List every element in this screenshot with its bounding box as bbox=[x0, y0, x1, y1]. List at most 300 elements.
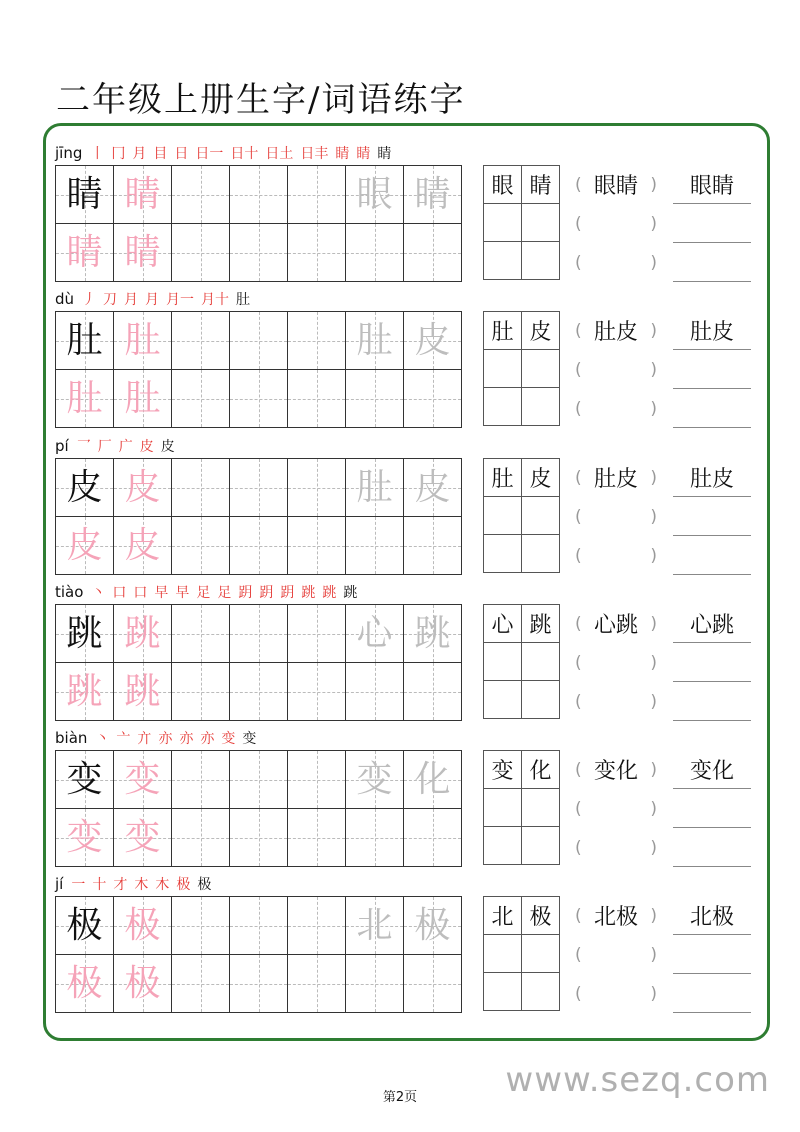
paren-blank[interactable] bbox=[575, 828, 657, 867]
close-paren: ) bbox=[650, 252, 657, 273]
word-character: 眼 bbox=[491, 174, 514, 199]
grid-cell[interactable] bbox=[56, 517, 114, 575]
open-paren: ( bbox=[575, 759, 582, 780]
cell-character: 极 bbox=[414, 905, 451, 946]
paren-column bbox=[575, 896, 657, 1013]
line-word: 北极 bbox=[689, 904, 734, 930]
char-section bbox=[55, 582, 755, 728]
stroke-step: 亦 bbox=[200, 731, 215, 747]
paren-word: 眼睛 bbox=[593, 174, 638, 199]
writing-line[interactable] bbox=[673, 350, 751, 389]
writing-line[interactable] bbox=[673, 389, 751, 428]
grid-cell[interactable] bbox=[56, 955, 114, 1013]
grid-cell[interactable] bbox=[172, 809, 230, 867]
open-paren: ( bbox=[575, 320, 582, 341]
word-grid bbox=[483, 896, 560, 1011]
stroke-order-header bbox=[55, 143, 398, 163]
stroke-step: 木 bbox=[134, 877, 149, 893]
grid-cell[interactable] bbox=[172, 224, 230, 282]
grid-cell[interactable] bbox=[56, 459, 114, 517]
cell-character: 跳 bbox=[66, 671, 103, 712]
stroke-step: 肚 bbox=[236, 292, 251, 308]
grid-cell[interactable] bbox=[114, 955, 172, 1013]
stroke-step: 变 bbox=[221, 731, 236, 747]
paren-blank[interactable] bbox=[575, 935, 657, 974]
open-paren: ( bbox=[575, 983, 582, 1004]
word-cell[interactable] bbox=[522, 643, 560, 681]
open-paren: ( bbox=[575, 506, 582, 527]
close-paren: ) bbox=[650, 320, 657, 341]
grid-cell[interactable] bbox=[114, 224, 172, 282]
grid-cell[interactable] bbox=[56, 897, 114, 955]
stroke-step: 厂 bbox=[97, 439, 112, 455]
cell-character: 变 bbox=[66, 817, 103, 858]
grid-cell[interactable] bbox=[230, 224, 288, 282]
char-section bbox=[55, 436, 755, 582]
cell-character: 皮 bbox=[66, 467, 103, 508]
close-paren: ) bbox=[650, 613, 657, 634]
word-cell[interactable] bbox=[484, 350, 522, 388]
stroke-step: 丶 bbox=[95, 731, 110, 747]
grid-cell[interactable] bbox=[56, 166, 114, 224]
grid-cell[interactable] bbox=[114, 897, 172, 955]
word-cell[interactable] bbox=[484, 166, 522, 204]
stroke-step: 亠 bbox=[116, 731, 131, 747]
cell-character: 极 bbox=[124, 963, 161, 1004]
word-cell[interactable] bbox=[484, 751, 522, 789]
grid-cell[interactable] bbox=[346, 224, 404, 282]
grid-cell[interactable] bbox=[172, 459, 230, 517]
grid-cell[interactable] bbox=[230, 751, 288, 809]
char-section bbox=[55, 289, 755, 435]
close-paren: ) bbox=[650, 398, 657, 419]
char-section bbox=[55, 874, 755, 1020]
line-column bbox=[673, 311, 751, 428]
stroke-step: 日丰 bbox=[300, 146, 329, 162]
word-cell[interactable] bbox=[522, 350, 560, 388]
paren-blank[interactable] bbox=[575, 789, 657, 828]
char-section bbox=[55, 143, 755, 289]
cell-character: 睛 bbox=[414, 174, 451, 215]
stroke-step: 亦 bbox=[158, 731, 173, 747]
cell-character: 跳 bbox=[124, 671, 161, 712]
stroke-step: 丨 bbox=[90, 146, 105, 162]
grid-cell[interactable] bbox=[56, 663, 114, 721]
stroke-step: 一 bbox=[71, 877, 86, 893]
word-grid bbox=[483, 458, 560, 573]
stroke-step: 亣 bbox=[137, 731, 152, 747]
word-cell[interactable] bbox=[484, 535, 522, 573]
stroke-step: 十 bbox=[92, 877, 107, 893]
paren-blank[interactable] bbox=[575, 497, 657, 536]
stroke-step: 日十 bbox=[230, 146, 259, 162]
word-cell[interactable] bbox=[522, 242, 560, 280]
cell-character: 变 bbox=[66, 759, 103, 800]
paren-blank[interactable] bbox=[575, 974, 657, 1013]
stroke-step: 冂 bbox=[111, 146, 126, 162]
grid-cell[interactable] bbox=[172, 517, 230, 575]
word-cell[interactable] bbox=[484, 497, 522, 535]
open-paren: ( bbox=[575, 691, 582, 712]
cell-character: 北 bbox=[356, 905, 393, 946]
line-column bbox=[673, 750, 751, 867]
word-cell[interactable] bbox=[484, 681, 522, 719]
word-cell[interactable] bbox=[522, 935, 560, 973]
open-paren: ( bbox=[575, 545, 582, 566]
close-paren: ) bbox=[650, 759, 657, 780]
word-character: 化 bbox=[529, 759, 552, 784]
writing-line[interactable] bbox=[673, 497, 751, 536]
grid-cell[interactable] bbox=[404, 224, 462, 282]
cell-character: 睛 bbox=[124, 174, 161, 215]
grid-cell[interactable] bbox=[346, 459, 404, 517]
writing-line[interactable] bbox=[673, 789, 751, 828]
word-character: 北 bbox=[491, 905, 514, 930]
grid-cell[interactable] bbox=[172, 166, 230, 224]
grid-cell[interactable] bbox=[404, 751, 462, 809]
grid-cell[interactable] bbox=[172, 955, 230, 1013]
cell-character: 肚 bbox=[124, 378, 161, 419]
word-cell[interactable] bbox=[484, 789, 522, 827]
grid-cell[interactable] bbox=[346, 605, 404, 663]
grid-cell[interactable] bbox=[230, 370, 288, 428]
line-column bbox=[673, 896, 751, 1013]
line-column bbox=[673, 458, 751, 575]
writing-line[interactable] bbox=[673, 828, 751, 867]
stroke-step: 月十 bbox=[201, 292, 230, 308]
stroke-step: 跀 bbox=[238, 585, 253, 601]
watermark: www.sezq.com bbox=[505, 1060, 770, 1100]
open-paren: ( bbox=[575, 359, 582, 380]
grid-cell[interactable] bbox=[404, 370, 462, 428]
paren-blank[interactable] bbox=[575, 896, 657, 935]
cell-character: 肚 bbox=[124, 320, 161, 361]
grid-cell[interactable] bbox=[404, 897, 462, 955]
word-character: 心 bbox=[491, 613, 514, 638]
open-paren: ( bbox=[575, 944, 582, 965]
grid-cell[interactable] bbox=[114, 459, 172, 517]
word-cell[interactable] bbox=[522, 973, 560, 1011]
cell-character: 极 bbox=[66, 963, 103, 1004]
pinyin: jí bbox=[55, 875, 64, 893]
paren-blank[interactable] bbox=[575, 389, 657, 428]
writing-line[interactable] bbox=[673, 204, 751, 243]
word-cell[interactable] bbox=[484, 643, 522, 681]
grid-cell[interactable] bbox=[404, 605, 462, 663]
grid-cell[interactable] bbox=[346, 955, 404, 1013]
grid-cell[interactable] bbox=[288, 605, 346, 663]
word-cell[interactable] bbox=[522, 388, 560, 426]
word-cell[interactable] bbox=[522, 497, 560, 535]
grid-cell[interactable] bbox=[56, 605, 114, 663]
word-cell[interactable] bbox=[484, 459, 522, 497]
word-character: 极 bbox=[529, 905, 552, 930]
paren-blank[interactable] bbox=[575, 350, 657, 389]
stroke-order-header bbox=[55, 289, 257, 309]
stroke-order-header bbox=[55, 874, 218, 894]
word-cell[interactable] bbox=[522, 459, 560, 497]
grid-cell[interactable] bbox=[230, 663, 288, 721]
page-title: 二年级上册生字/词语练字 bbox=[56, 80, 466, 120]
stroke-step: 广 bbox=[118, 439, 133, 455]
word-grid bbox=[483, 311, 560, 426]
grid-cell[interactable] bbox=[288, 517, 346, 575]
cell-character: 跳 bbox=[124, 613, 161, 654]
tianzige-grid bbox=[55, 311, 462, 428]
grid-cell[interactable] bbox=[404, 955, 462, 1013]
grid-cell[interactable] bbox=[114, 809, 172, 867]
word-cell[interactable] bbox=[484, 204, 522, 242]
cell-character: 极 bbox=[66, 905, 103, 946]
grid-cell[interactable] bbox=[346, 809, 404, 867]
grid-cell[interactable] bbox=[114, 370, 172, 428]
grid-cell[interactable] bbox=[404, 166, 462, 224]
close-paren: ) bbox=[650, 652, 657, 673]
grid-cell[interactable] bbox=[346, 312, 404, 370]
paren-blank[interactable] bbox=[575, 643, 657, 682]
line-word: 肚皮 bbox=[689, 319, 734, 345]
grid-cell[interactable] bbox=[288, 166, 346, 224]
close-paren: ) bbox=[650, 983, 657, 1004]
writing-line[interactable] bbox=[673, 604, 751, 643]
close-paren: ) bbox=[650, 213, 657, 234]
stroke-step: 皮 bbox=[160, 439, 175, 455]
open-paren: ( bbox=[575, 252, 582, 273]
grid-cell[interactable] bbox=[288, 370, 346, 428]
word-cell[interactable] bbox=[522, 605, 560, 643]
cell-character: 跳 bbox=[66, 613, 103, 654]
stroke-step: 足 bbox=[217, 585, 232, 601]
open-paren: ( bbox=[575, 798, 582, 819]
grid-cell[interactable] bbox=[172, 897, 230, 955]
char-section bbox=[55, 728, 755, 874]
word-cell[interactable] bbox=[484, 935, 522, 973]
cell-character: 眼 bbox=[356, 174, 393, 215]
cell-character: 肚 bbox=[356, 467, 393, 508]
writing-line[interactable] bbox=[673, 458, 751, 497]
word-cell[interactable] bbox=[484, 388, 522, 426]
grid-cell[interactable] bbox=[404, 663, 462, 721]
grid-cell[interactable] bbox=[288, 897, 346, 955]
word-character: 变 bbox=[491, 759, 514, 784]
open-paren: ( bbox=[575, 467, 582, 488]
grid-cell[interactable] bbox=[346, 517, 404, 575]
close-paren: ) bbox=[650, 545, 657, 566]
paren-blank[interactable] bbox=[575, 165, 657, 204]
tianzige-grid bbox=[55, 896, 462, 1013]
tianzige-grid bbox=[55, 604, 462, 721]
grid-cell[interactable] bbox=[230, 517, 288, 575]
close-paren: ) bbox=[650, 944, 657, 965]
cell-character: 睛 bbox=[66, 232, 103, 273]
grid-cell[interactable] bbox=[56, 370, 114, 428]
writing-line[interactable] bbox=[673, 974, 751, 1013]
paren-column bbox=[575, 750, 657, 867]
grid-cell[interactable] bbox=[56, 809, 114, 867]
paren-column bbox=[575, 165, 657, 282]
paren-column bbox=[575, 604, 657, 721]
word-cell[interactable] bbox=[522, 789, 560, 827]
writing-line[interactable] bbox=[673, 643, 751, 682]
paren-blank[interactable] bbox=[575, 682, 657, 721]
paren-word: 心跳 bbox=[593, 613, 638, 638]
cell-character: 睛 bbox=[66, 174, 103, 215]
stroke-step: 跀 bbox=[280, 585, 295, 601]
paren-blank[interactable] bbox=[575, 750, 657, 789]
pinyin: pí bbox=[55, 437, 69, 455]
grid-cell[interactable] bbox=[230, 312, 288, 370]
writing-line[interactable] bbox=[673, 536, 751, 575]
word-character: 肚 bbox=[491, 467, 514, 492]
grid-cell[interactable] bbox=[114, 663, 172, 721]
grid-cell[interactable] bbox=[288, 663, 346, 721]
writing-line[interactable] bbox=[673, 896, 751, 935]
paren-word: 肚皮 bbox=[593, 467, 638, 492]
grid-cell[interactable] bbox=[346, 663, 404, 721]
grid-cell[interactable] bbox=[172, 312, 230, 370]
paren-blank[interactable] bbox=[575, 536, 657, 575]
grid-cell[interactable] bbox=[288, 312, 346, 370]
cell-character: 睛 bbox=[124, 232, 161, 273]
grid-cell[interactable] bbox=[404, 459, 462, 517]
line-word: 眼睛 bbox=[689, 173, 734, 199]
word-cell[interactable] bbox=[484, 312, 522, 350]
word-cell[interactable] bbox=[522, 897, 560, 935]
cell-character: 肚 bbox=[66, 378, 103, 419]
word-cell[interactable] bbox=[484, 242, 522, 280]
close-paren: ) bbox=[650, 837, 657, 858]
word-cell[interactable] bbox=[522, 312, 560, 350]
grid-cell[interactable] bbox=[172, 605, 230, 663]
close-paren: ) bbox=[650, 174, 657, 195]
grid-cell[interactable] bbox=[56, 751, 114, 809]
grid-cell[interactable] bbox=[288, 459, 346, 517]
grid-cell[interactable] bbox=[288, 809, 346, 867]
grid-cell[interactable] bbox=[114, 751, 172, 809]
grid-cell[interactable] bbox=[288, 955, 346, 1013]
grid-cell[interactable] bbox=[346, 370, 404, 428]
cell-character: 皮 bbox=[414, 467, 451, 508]
grid-cell[interactable] bbox=[230, 809, 288, 867]
close-paren: ) bbox=[650, 691, 657, 712]
pinyin: biàn bbox=[55, 729, 88, 747]
grid-cell[interactable] bbox=[230, 459, 288, 517]
stroke-step: 月一 bbox=[166, 292, 195, 308]
paren-column bbox=[575, 311, 657, 428]
paren-blank[interactable] bbox=[575, 604, 657, 643]
close-paren: ) bbox=[650, 905, 657, 926]
pinyin: jīng bbox=[55, 144, 83, 162]
cell-character: 皮 bbox=[124, 525, 161, 566]
paren-blank[interactable] bbox=[575, 243, 657, 282]
stroke-order-header bbox=[55, 728, 263, 748]
stroke-step: 早 bbox=[175, 585, 190, 601]
grid-cell[interactable] bbox=[56, 224, 114, 282]
stroke-step: 才 bbox=[113, 877, 128, 893]
stroke-step: 跳 bbox=[343, 585, 358, 601]
writing-line[interactable] bbox=[673, 682, 751, 721]
stroke-step: 日一 bbox=[195, 146, 224, 162]
page-number: 第2页 bbox=[382, 1090, 418, 1105]
open-paren: ( bbox=[575, 398, 582, 419]
grid-cell[interactable] bbox=[404, 517, 462, 575]
grid-cell[interactable] bbox=[114, 166, 172, 224]
open-paren: ( bbox=[575, 213, 582, 234]
word-cell[interactable] bbox=[522, 204, 560, 242]
grid-cell[interactable] bbox=[172, 663, 230, 721]
grid-cell[interactable] bbox=[288, 224, 346, 282]
writing-line[interactable] bbox=[673, 935, 751, 974]
writing-line[interactable] bbox=[673, 243, 751, 282]
paren-word: 肚皮 bbox=[593, 320, 638, 345]
word-cell[interactable] bbox=[484, 605, 522, 643]
word-cell[interactable] bbox=[522, 751, 560, 789]
writing-line[interactable] bbox=[673, 311, 751, 350]
word-grid bbox=[483, 750, 560, 865]
tianzige-grid bbox=[55, 750, 462, 867]
paren-blank[interactable] bbox=[575, 458, 657, 497]
grid-cell[interactable] bbox=[172, 370, 230, 428]
grid-cell[interactable] bbox=[230, 897, 288, 955]
stroke-step: 日 bbox=[174, 146, 189, 162]
grid-cell[interactable] bbox=[346, 897, 404, 955]
word-cell[interactable] bbox=[522, 535, 560, 573]
grid-cell[interactable] bbox=[230, 166, 288, 224]
stroke-step: 睛 bbox=[335, 146, 350, 162]
word-character: 睛 bbox=[529, 174, 552, 199]
grid-cell[interactable] bbox=[230, 955, 288, 1013]
grid-cell[interactable] bbox=[114, 517, 172, 575]
word-cell[interactable] bbox=[522, 166, 560, 204]
stroke-step: 月 bbox=[145, 292, 160, 308]
grid-cell[interactable] bbox=[404, 809, 462, 867]
word-cell[interactable] bbox=[484, 973, 522, 1011]
word-cell[interactable] bbox=[484, 897, 522, 935]
tianzige-grid bbox=[55, 165, 462, 282]
word-cell[interactable] bbox=[484, 827, 522, 865]
word-character: 跳 bbox=[529, 613, 552, 638]
grid-cell[interactable] bbox=[404, 312, 462, 370]
stroke-step: 早 bbox=[154, 585, 169, 601]
cell-character: 化 bbox=[414, 759, 451, 800]
grid-cell[interactable] bbox=[346, 751, 404, 809]
writing-line[interactable] bbox=[673, 750, 751, 789]
paren-word: 北极 bbox=[593, 905, 638, 930]
cell-character: 肚 bbox=[356, 320, 393, 361]
grid-cell[interactable] bbox=[230, 605, 288, 663]
word-cell[interactable] bbox=[522, 681, 560, 719]
grid-cell[interactable] bbox=[346, 166, 404, 224]
paren-blank[interactable] bbox=[575, 204, 657, 243]
grid-cell[interactable] bbox=[288, 751, 346, 809]
open-paren: ( bbox=[575, 174, 582, 195]
writing-line[interactable] bbox=[673, 165, 751, 204]
grid-cell[interactable] bbox=[114, 312, 172, 370]
grid-cell[interactable] bbox=[56, 312, 114, 370]
stroke-step: 睛 bbox=[356, 146, 371, 162]
stroke-step: 木 bbox=[155, 877, 170, 893]
line-column bbox=[673, 604, 751, 721]
word-character: 皮 bbox=[529, 320, 552, 345]
stroke-step: 日土 bbox=[265, 146, 294, 162]
open-paren: ( bbox=[575, 652, 582, 673]
cell-character: 皮 bbox=[124, 467, 161, 508]
grid-cell[interactable] bbox=[172, 751, 230, 809]
word-grid bbox=[483, 604, 560, 719]
grid-cell[interactable] bbox=[114, 605, 172, 663]
word-cell[interactable] bbox=[522, 827, 560, 865]
paren-blank[interactable] bbox=[575, 311, 657, 350]
